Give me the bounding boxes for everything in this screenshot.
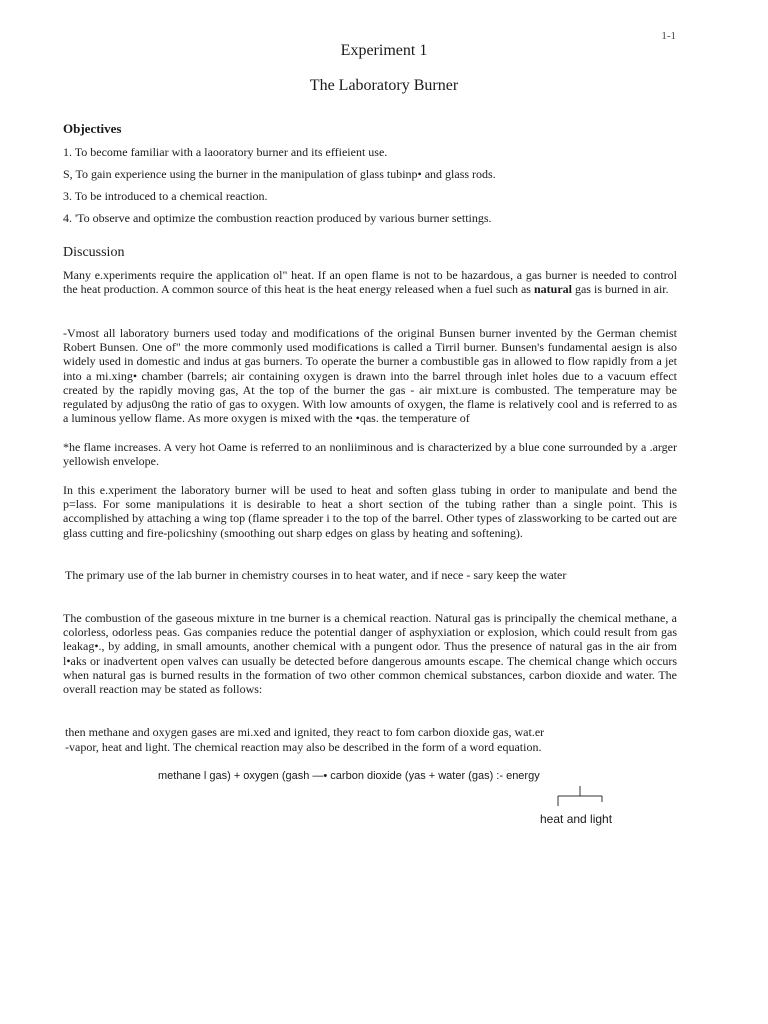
discussion-heading: Discussion [63,245,125,260]
experiment-title: Experiment 1 [340,42,428,59]
discussion-paragraph-3: In this e.xperiment the laboratory burner will be used to heat and soften glass tubing in order to manipulate and bend the p=lass. For some manipulations it is desirable to heat a short section of the tubing rather than a single point. This is accomplished by attaching a wing top (flame spreader i to the top of the barrel. Other types of zlassworking to be carted out are glass cutting and fire-policshiny (smoothing out sharp edges on glass by heating and softening). [63,483,677,540]
discussion-paragraph-6-line-1: then methane and oxygen gases are mi.xed and ignited, they react to fom carbon dioxide gas, wat.er [65,725,545,739]
paragraph-1-text-a: Many e.xperiments require the application ol" heat. If an open flame is not to be hazardous, a gas burner is needed to control the heat production. A common source of this heat is the heat energy released when a fuel such as [63,268,677,297]
objective-item-2: S, To gain experience using the burner in the manipulation of glass tubinp• and glass rods. [63,167,496,181]
discussion-paragraph-6-line-2: -vapor, heat and light. The chemical reaction may also be described in the form of a word equation. [65,740,542,754]
objective-item-3: 3. To be introduced to a chemical reaction. [63,189,268,203]
word-equation: methane l gas) + oxygen (gash —• carbon dioxide (yas + water (gas) :- energy [158,770,540,782]
objective-item-1: 1. To become familiar with a laooratory burner and its effieient use. [63,145,388,159]
objective-item-4: 4. 'To observe and optimize the combustion reaction produced by various burner settings. [63,211,492,225]
page-number: 1-1 [661,30,676,42]
natural-bold-word: natural [533,282,572,297]
discussion-paragraph-1 [63,268,677,296]
experiment-subtitle: The Laboratory Burner [309,77,459,94]
discussion-paragraph-5: The combustion of the gaseous mixture in tne burner is a chemical reaction. Natural gas is principally the chemical methane, a colorless, odorless peas. Gas companies reduce the potential danger of asphyxiation or explosion, which could result from gas leakag•., by adding, in small amounts, another chemical with a pungent odor. Thus the presence of natural gas in the air from l•aks or inadvertent open valves can usually be detected before dangerous amounts escape. The chemical change which occurs when natural gas is burned results in the formation of two other common chemical substances, carbon dioxide and water. The overall reaction may be stated as follows: [63,611,677,697]
discussion-paragraph-2: -Vmost all laboratory burners used today and modifications of the original Bunsen burner invented by the German chemist Robert Bunsen. One of" the more commonly used modifications is called a Tirril burner. Bunsen's fundamental aesign is also widely used in domestic and indus at gas burners. To operate the burner a combustible gas in allowed to flow rapidly from a jet into a mi.xing• chamber (barrels; air containing oxygen is drawn into the barrel through inlet holes due to a vacuum effect created by the rapidly moving gas, At the top of the burner the gas - air mixt.ure is combusted. The temperature may be regulated by adjus0ng the ratio of gas to oxygen. With low amounts of oxygen, the flame is relatively cool and is referred to as a luminous yellow flame. As more oxygen is mixed with the •qas. the temperature of [63,326,677,426]
paragraph-1-text-b: gas is burned in air. [571,282,669,297]
energy-label: heat and light [540,812,613,826]
discussion-paragraph-4: The primary use of the lab burner in chemistry courses in to heat water, and if nece - sary keep the water [65,568,567,582]
objectives-heading: Objectives [63,121,122,136]
energy-bracket [556,786,606,808]
discussion-paragraph-2-continued: *he flame increases. A very hot Oame is referred to an nonliiminous and is characterized by a blue cone surrounded by a .arger yellowish envelope. [63,440,677,469]
